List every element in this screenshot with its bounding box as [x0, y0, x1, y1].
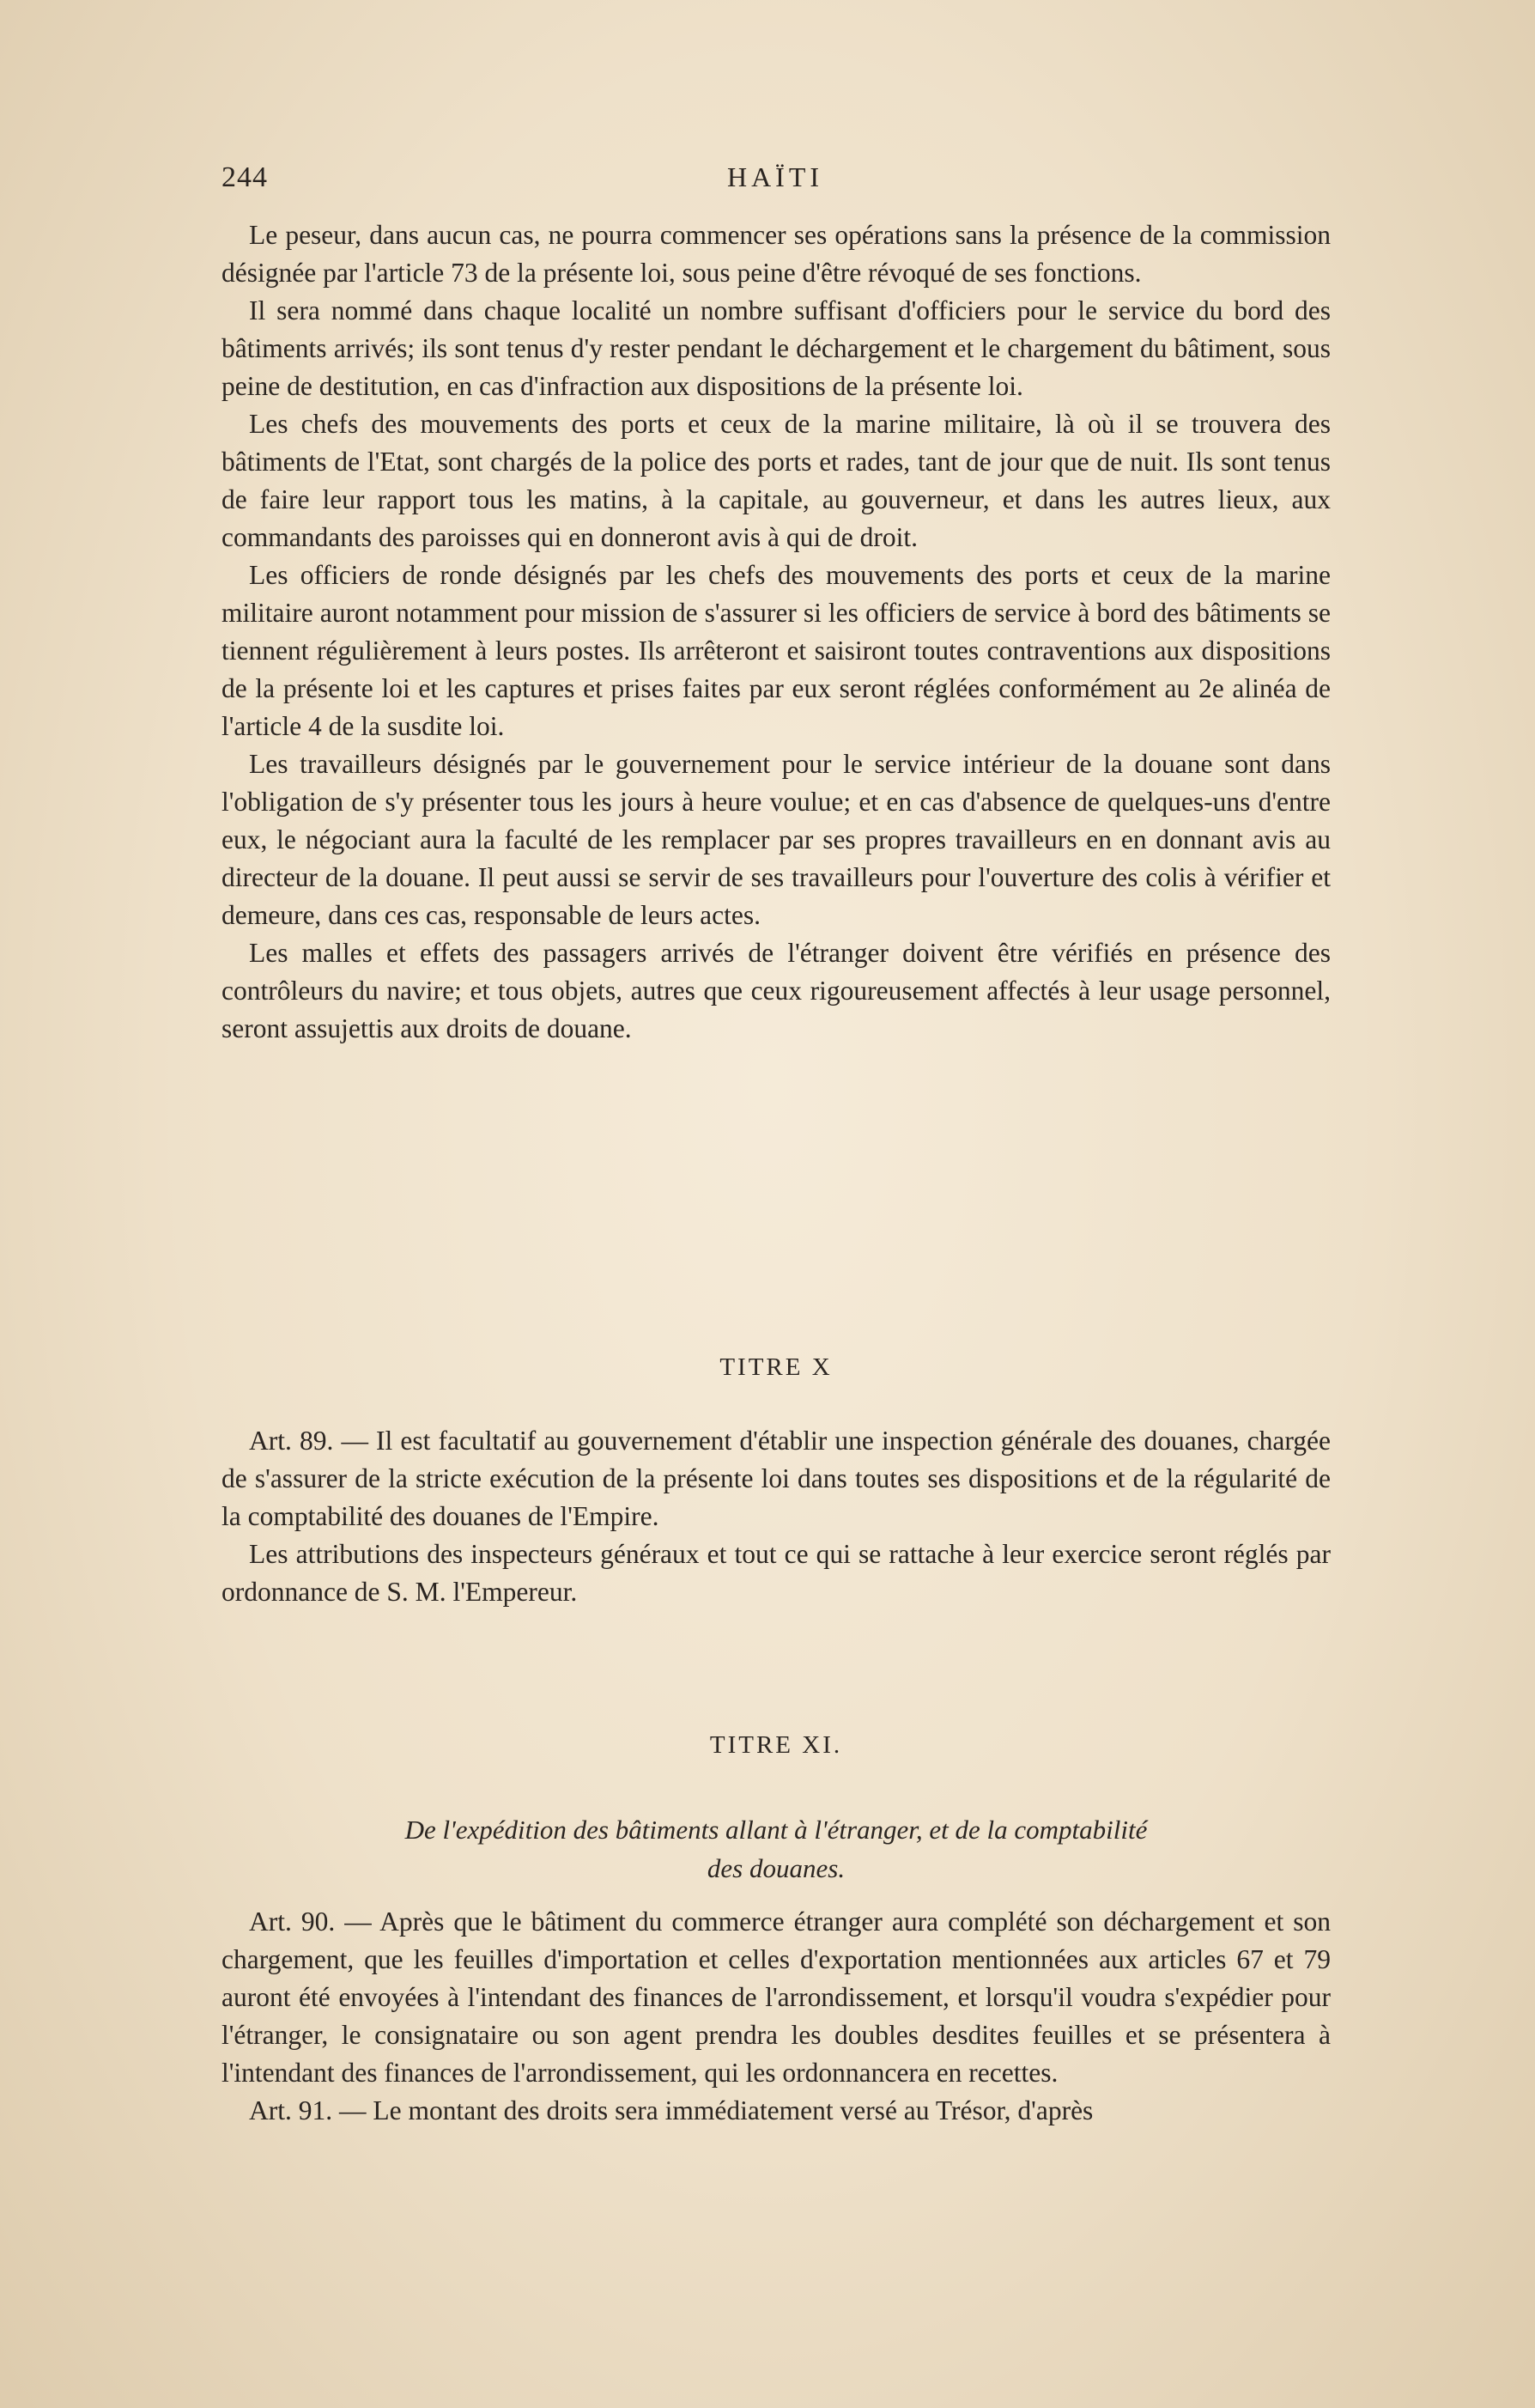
- text-block-2: [221, 1422, 1331, 1611]
- paragraph-attributions-inspecteurs: Les attributions des inspecteurs généraux et tout ce qui se rattache à leur exercice seront réglés par ordonnance de S. M. l'Empereur.: [221, 1539, 1331, 1607]
- paragraph-malles-passagers: Les malles et effets des passagers arrivés de l'étranger doivent être vérifiés en présence des contrôleurs du navire; et tous objets, autres que ceux rigoureusement affectés à leur usage personnel, seront assujettis aux droits de douane.: [221, 938, 1331, 1043]
- paragraph-art-89: Art. 89. — Il est facultatif au gouvernement d'établir une inspection générale des douanes, chargée de s'assurer de la stricte exécution de la présente loi dans toutes ses dispositions et de la régularité de la comptabilité des douanes de l'Empire.: [221, 1426, 1331, 1531]
- subtitle-line-1: De l'expédition des bâtiments allant à l'étranger, et de la comptabilité: [404, 1815, 1148, 1845]
- page-number: 244: [221, 161, 268, 193]
- paragraph-travailleurs: Les travailleurs désignés par le gouvernement pour le service intérieur de la douane sont dans l'obligation de s'y présenter tous les jours à heure voulue; et en cas d'absence de quelques-uns d'entre eux, le négociant aura la faculté de les remplacer par ses propres travailleurs en en donnant avis au directeur de la douane. Il peut aussi se servir de ses travailleurs pour l'ouverture des colis à vérifier et demeure, dans ces cas, responsable de leurs actes.: [221, 749, 1331, 930]
- section-heading-titre-xi: TITRE XI.: [709, 1731, 843, 1759]
- paragraph-chefs-mouvements: Les chefs des mouvements des ports et ceux de la marine militaire, là où il se trouvera des bâtiments de l'Etat, sont chargés de la police des ports et rades, tant de jour que de nuit. Ils sont tenus de faire leur rapport tous les matins, à la capitale, au gouverneur, et dans les autres lieux, aux commandants des paroisses qui en donneront avis à qui de droit.: [221, 409, 1331, 552]
- paragraph-officiers-bord: Il sera nommé dans chaque localité un nombre suffisant d'officiers pour le service du bord des bâtiments arrivés; ils sont tenus d'y rester pendant le déchargement et le chargement du bâtiment, sous peine de destitution, en cas d'infraction aux dispositions de la présente loi.: [221, 295, 1331, 401]
- paragraph-art-91: Art. 91. — Le montant des droits sera immédiatement versé au Trésor, d'après: [249, 2095, 1094, 2125]
- paragraph-officiers-ronde: Les officiers de ronde désignés par les chefs des mouvements des ports et ceux de la marine militaire auront notamment pour mission de s'assurer si les officiers de service à bord des bâtiments se tiennent régulièrement à leurs postes. Ils arrêteront et saisiront toutes contraventions aux dispositions de la présente loi et les captures et prises faites par eux seront réglées conformément au 2e alinéa de l'article 4 de la susdite loi.: [221, 560, 1331, 741]
- text-block-1: [221, 216, 1331, 1048]
- subtitle-line-2: des douanes.: [707, 1853, 846, 1883]
- section-heading-titre-x: TITRE X: [719, 1353, 833, 1381]
- text-block-3: [221, 1903, 1331, 2130]
- paragraph-art-90: Art. 90. — Après que le bâtiment du commerce étranger aura complété son déchargement et son chargement, que les feuilles d'importation et celles d'exportation mentionnées aux articles 67 et 79 auront été envoyées à l'intendant des finances de l'arrondissement, et lorsqu'il voudra s'expédier pour l'étranger, le consignataire ou son agent prendra les doubles desdites feuilles et se présentera à l'intendant des finances de l'arrondissement, qui les ordonnancera en recettes.: [221, 1906, 1331, 2088]
- section-subtitle: [221, 1810, 1331, 1888]
- running-title: HAÏTI: [726, 161, 824, 192]
- running-header: [221, 161, 1329, 199]
- paragraph-peseur: Le peseur, dans aucun cas, ne pourra commencer ses opérations sans la présence de la commission désignée par l'article 73 de la présente loi, sous peine d'être révoqué de ses fonctions.: [221, 220, 1331, 288]
